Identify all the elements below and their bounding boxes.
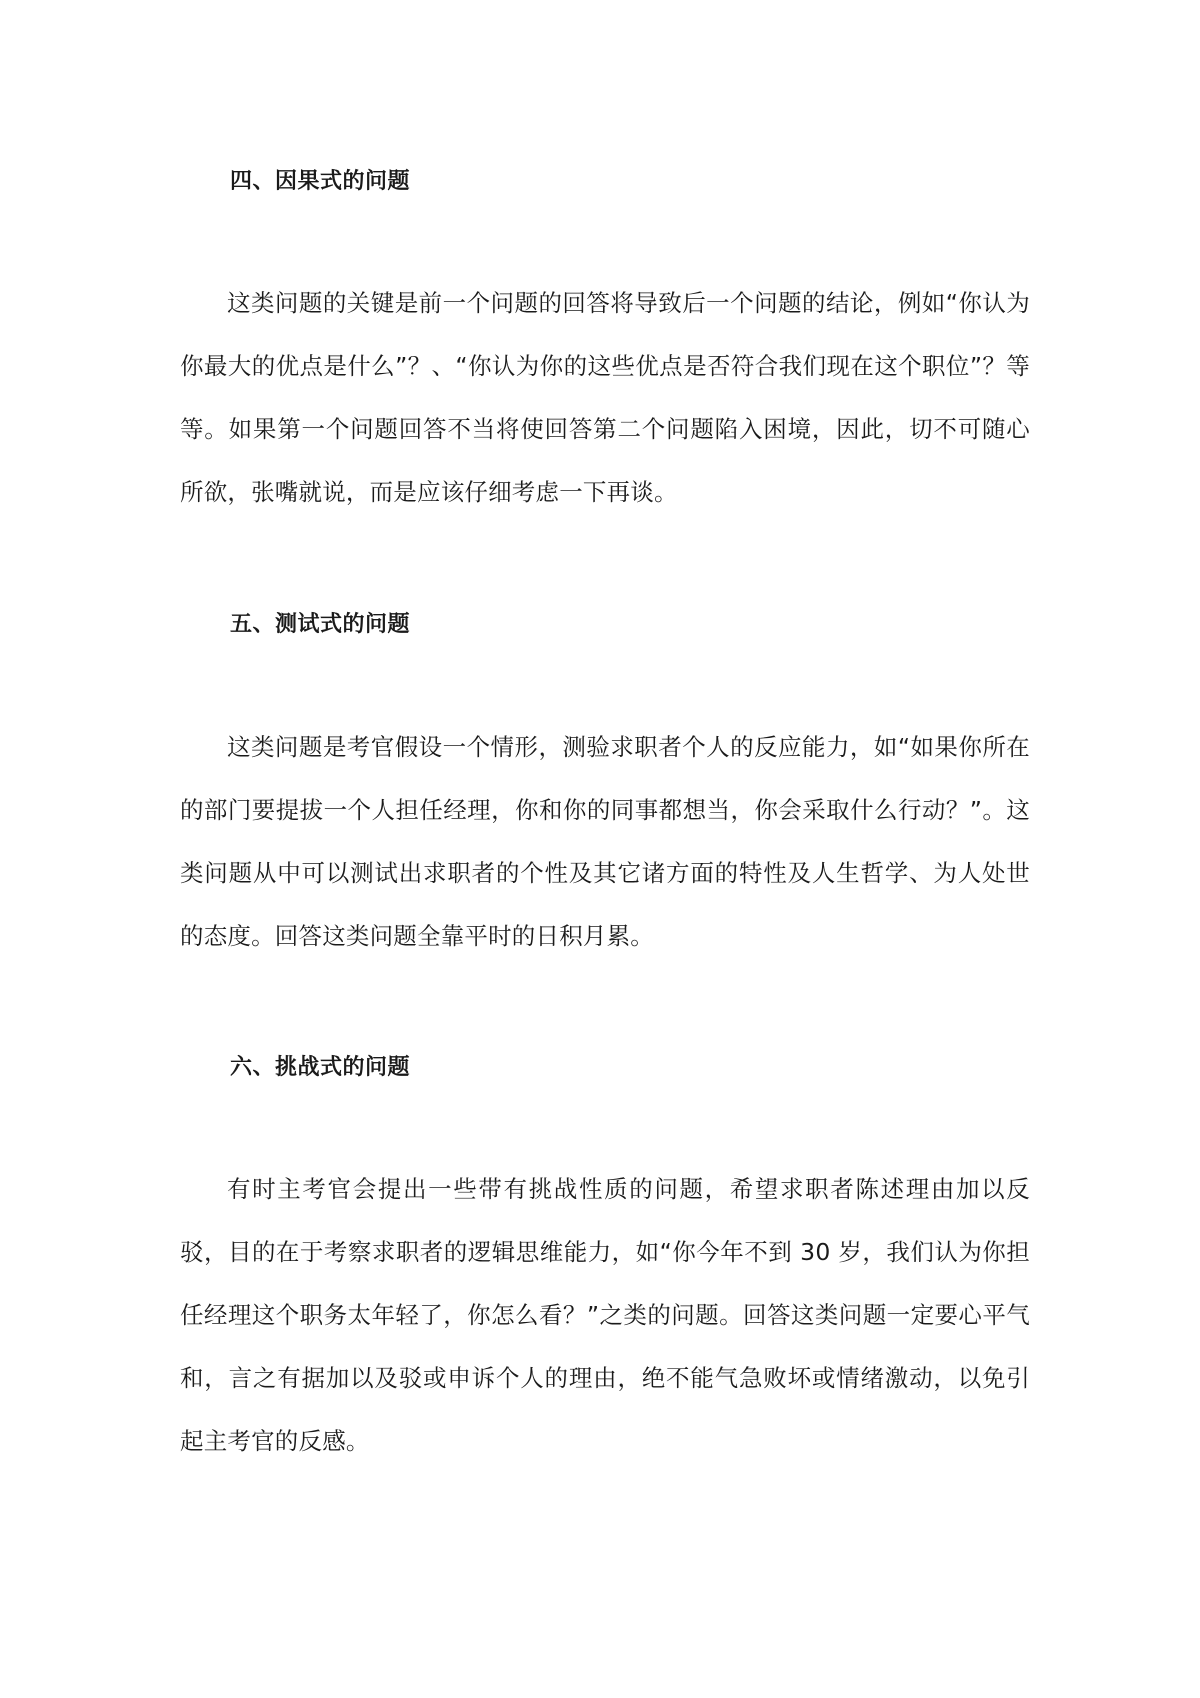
section-paragraph-6: 有时主考官会提出一些带有挑战性质的问题，希望求职者陈述理由加以反驳，目的在于考察求职者的逻辑思维能力，如“你今年不到 30 岁，我们认为你担任经理这个职务太年轻了，你怎么看？”之类的问题。回答这类问题一定要心平气和，言之有据加以及驳或申诉个人的理由，绝不能气急败坏或情绪激动，以免引起主考官的反感。 bbox=[180, 1175, 1030, 1455]
section-heading-4: 四、因果式的问题 bbox=[230, 169, 411, 194]
section-paragraph-4: 这类问题的关键是前一个问题的回答将导致后一个问题的结论，例如“你认为你最大的优点是什么”？、“你认为你的这些优点是否符合我们现在这个职位”？等等。如果第一个问题回答不当将使回答第二个问题陷入困境，因此，切不可随心所欲，张嘴就说，而是应该仔细考虑一下再谈。 bbox=[180, 289, 1030, 506]
section-heading-6: 六、挑战式的问题 bbox=[230, 1055, 411, 1080]
section-paragraph-5: 这类问题是考官假设一个情形，测验求职者个人的反应能力，如“如果你所在的部门要提拔一个人担任经理，你和你的同事都想当，你会采取什么行动？”。这类问题从中可以测试出求职者的个性及其它诸方面的特性及人生哲学、为人处世的态度。回答这类问题全靠平时的日积月累。 bbox=[180, 733, 1030, 950]
section-heading-5: 五、测试式的问题 bbox=[230, 612, 411, 637]
